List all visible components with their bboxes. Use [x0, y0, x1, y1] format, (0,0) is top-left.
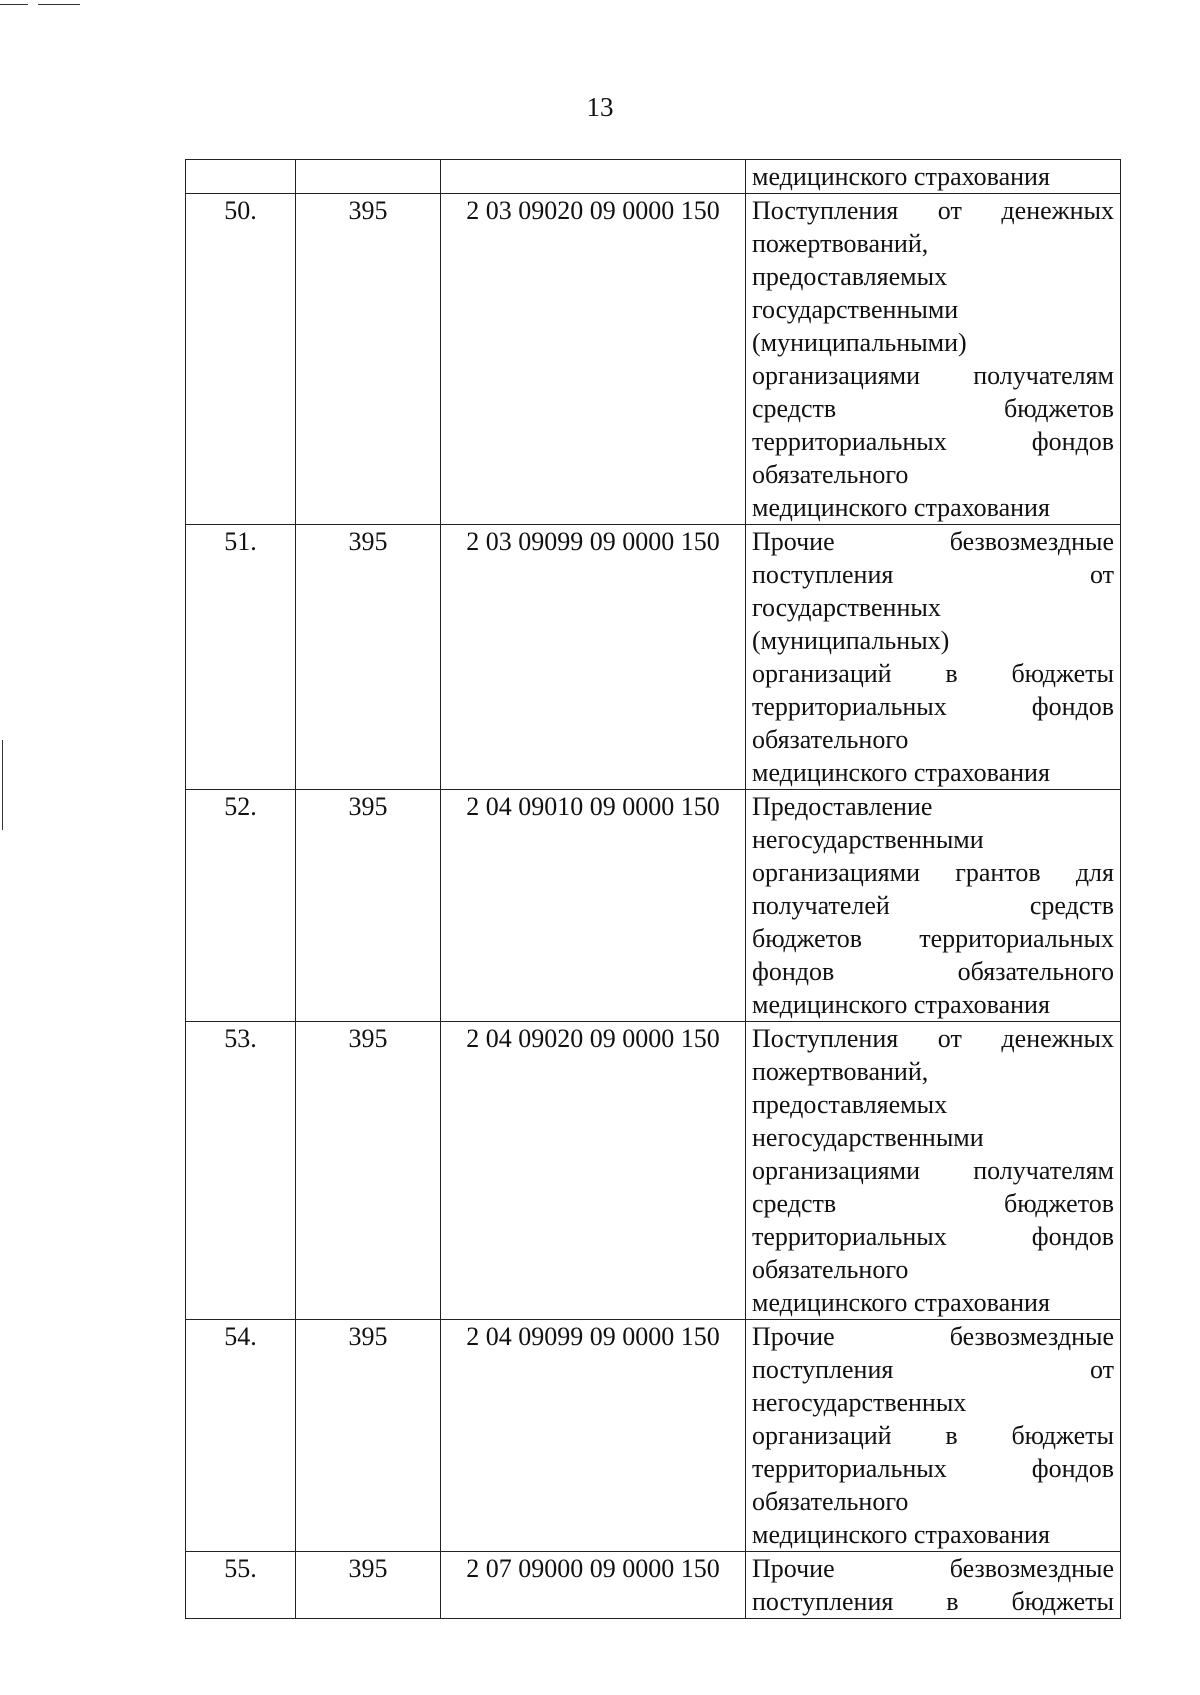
description-line: негосударственными: [752, 825, 984, 854]
description-line: медицинского страхования: [752, 162, 1050, 191]
budget-code-cell: 2 04 09020 09 0000 150: [441, 1022, 746, 1320]
budget-code-cell: [441, 160, 746, 194]
description-line: (муниципальными): [752, 328, 967, 357]
table-row: [186, 790, 1121, 1022]
budget-code-cell: 2 04 09099 09 0000 150: [441, 1320, 746, 1552]
row-number-cell: 53.: [186, 1022, 296, 1320]
admin-code-cell: 395: [296, 194, 441, 525]
description-line: пожертвований,: [752, 229, 929, 258]
admin-code-cell: 395: [296, 1552, 441, 1619]
description-cell: [746, 525, 1121, 790]
description-line: средств бюджетов: [752, 394, 1114, 423]
page-number: 13: [586, 92, 614, 122]
scan-edge-mark-top-2: [38, 4, 80, 5]
budget-code-cell: 2 04 09010 09 0000 150: [441, 790, 746, 1022]
description-line: организаций в бюджеты: [752, 1421, 1114, 1450]
scan-edge-mark-top: [0, 4, 28, 5]
description-line: негосударственными: [752, 1123, 984, 1152]
table-row: [186, 525, 1121, 790]
description-line: территориальных фондов: [752, 1454, 1114, 1483]
description-cell: [746, 1320, 1121, 1552]
description-line: Предоставление: [752, 792, 933, 821]
description-line: организациями получателям: [752, 361, 1114, 390]
description-line: обязательного: [752, 1487, 909, 1516]
row-number-cell: [186, 160, 296, 194]
admin-code-cell: 395: [296, 790, 441, 1022]
description-line: организациями получателям: [752, 1156, 1114, 1185]
description-line: получателей средств: [752, 891, 1114, 920]
row-number-cell: 52.: [186, 790, 296, 1022]
table-row: [186, 1022, 1121, 1320]
row-number-cell: 55.: [186, 1552, 296, 1619]
description-line: медицинского страхования: [752, 758, 1050, 787]
budget-code-cell: 2 07 09000 09 0000 150: [441, 1552, 746, 1619]
description-line: поступления от: [752, 1355, 1114, 1384]
table-body: [186, 160, 1121, 1619]
admin-code-cell: 395: [296, 525, 441, 790]
description-line: Поступления от денежных: [752, 1024, 1114, 1053]
description-line: Прочие безвозмездные: [752, 1322, 1114, 1351]
table-row: [186, 1320, 1121, 1552]
admin-code-cell: [296, 160, 441, 194]
description-line: медицинского страхования: [752, 493, 1050, 522]
description-line: организациями грантов для: [752, 858, 1114, 887]
budget-codes-table: [185, 159, 1121, 1619]
description-line: государственными: [752, 295, 959, 324]
description-line: средств бюджетов: [752, 1189, 1114, 1218]
description-line: обязательного: [752, 1255, 909, 1284]
description-line: (муниципальных): [752, 626, 950, 655]
description-line: медицинского страхования: [752, 990, 1050, 1019]
description-cell: [746, 194, 1121, 525]
description-line: медицинского страхования: [752, 1288, 1050, 1317]
row-number-cell: 51.: [186, 525, 296, 790]
table-row-continuation: [186, 160, 1121, 194]
admin-code-cell: 395: [296, 1320, 441, 1552]
row-number-cell: 50.: [186, 194, 296, 525]
description-line: территориальных фондов: [752, 692, 1114, 721]
description-cell: [746, 1552, 1121, 1619]
description-line: бюджетов территориальных: [752, 924, 1114, 953]
description-line: фондов обязательного: [752, 957, 1114, 986]
description-line: поступления от: [752, 560, 1114, 589]
description-line: Поступления от денежных: [752, 196, 1114, 225]
description-line: Прочие безвозмездные: [752, 527, 1114, 556]
row-number-cell: 54.: [186, 1320, 296, 1552]
description-line: территориальных фондов: [752, 427, 1114, 456]
description-line: предоставляемых: [752, 262, 948, 291]
budget-code-cell: 2 03 09020 09 0000 150: [441, 194, 746, 525]
table-row: [186, 194, 1121, 525]
description-cell: [746, 790, 1121, 1022]
description-line: Прочие безвозмездные: [752, 1554, 1114, 1583]
description-line: обязательного: [752, 460, 909, 489]
description-line: медицинского страхования: [752, 1520, 1050, 1549]
budget-code-cell: 2 03 09099 09 0000 150: [441, 525, 746, 790]
description-line: поступления в бюджеты: [752, 1587, 1114, 1616]
description-line: предоставляемых: [752, 1090, 948, 1119]
description-cell: [746, 1022, 1121, 1320]
description-line: государственных: [752, 593, 941, 622]
description-line: обязательного: [752, 725, 909, 754]
description-line: пожертвований,: [752, 1057, 929, 1086]
table-row: [186, 1552, 1121, 1619]
description-line: негосударственных: [752, 1388, 967, 1417]
description-line: организаций в бюджеты: [752, 659, 1114, 688]
description-cell: [746, 160, 1121, 194]
admin-code-cell: 395: [296, 1022, 441, 1320]
description-line: территориальных фондов: [752, 1222, 1114, 1251]
scan-edge-mark-left: [2, 740, 3, 830]
